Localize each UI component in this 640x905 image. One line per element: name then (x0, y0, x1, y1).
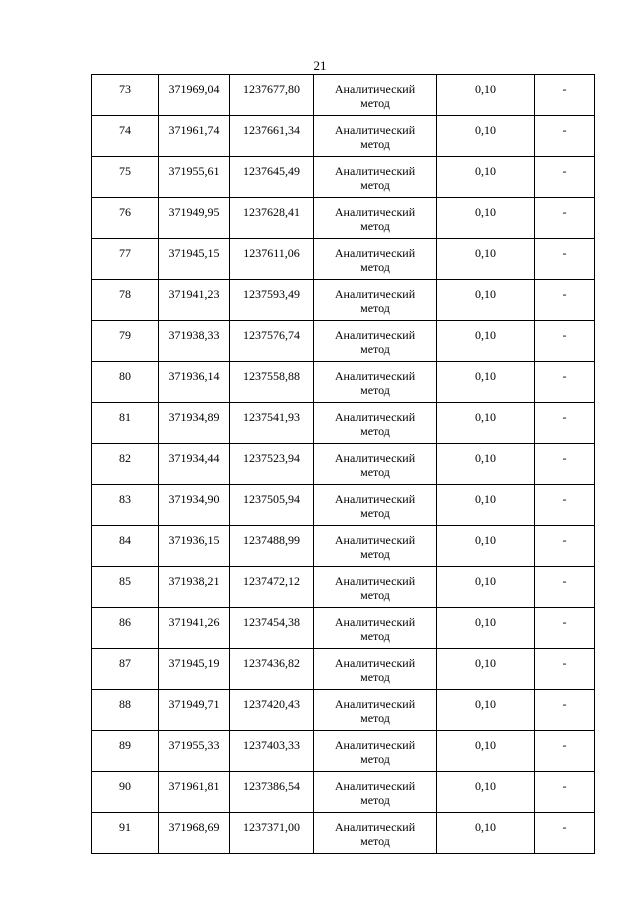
table-row (92, 198, 595, 239)
method-cell (314, 157, 437, 198)
accuracy-cell (437, 280, 535, 321)
y-coordinate-cell-text: 1237593,49 (243, 287, 300, 301)
x-coordinate-cell (159, 690, 230, 731)
point-number-cell-text: 84 (119, 533, 131, 547)
x-coordinate-cell-text: 371934,89 (168, 410, 220, 424)
x-coordinate-cell (159, 444, 230, 485)
x-coordinate-cell-text: 371941,26 (168, 615, 220, 629)
point-number-cell-text: 85 (119, 574, 131, 588)
accuracy-cell (437, 321, 535, 362)
method-cell (314, 321, 437, 362)
point-number-cell (92, 239, 159, 280)
table-row (92, 403, 595, 444)
description-cell (535, 239, 595, 280)
y-coordinate-cell-text: 1237371,00 (243, 820, 300, 834)
description-cell (535, 75, 595, 116)
y-coordinate-cell-text: 1237523,94 (243, 451, 300, 465)
description-cell (535, 198, 595, 239)
point-number-cell (92, 157, 159, 198)
point-number-cell (92, 198, 159, 239)
table-row (92, 567, 595, 608)
method-cell (314, 116, 437, 157)
x-coordinate-cell-text: 371949,71 (168, 697, 220, 711)
y-coordinate-cell-text: 1237436,82 (243, 656, 300, 670)
method-cell-text: Аналитический метод (334, 738, 416, 766)
y-coordinate-cell (230, 403, 314, 444)
description-cell (535, 362, 595, 403)
x-coordinate-cell-text: 371938,21 (168, 574, 220, 588)
point-number-cell (92, 444, 159, 485)
accuracy-cell-text: 0,10 (475, 328, 496, 342)
accuracy-cell-text: 0,10 (475, 820, 496, 834)
accuracy-cell-text: 0,10 (475, 123, 496, 137)
method-cell-text: Аналитический метод (334, 246, 416, 274)
y-coordinate-cell (230, 198, 314, 239)
description-cell-text: - (562, 574, 567, 588)
accuracy-cell-text: 0,10 (475, 82, 496, 96)
y-coordinate-cell (230, 772, 314, 813)
point-number-cell-text: 86 (119, 615, 131, 629)
point-number-cell-text: 82 (119, 451, 131, 465)
x-coordinate-cell (159, 813, 230, 854)
method-cell (314, 731, 437, 772)
accuracy-cell-text: 0,10 (475, 369, 496, 383)
y-coordinate-cell-text: 1237488,99 (243, 533, 300, 547)
x-coordinate-cell-text: 371936,14 (168, 369, 220, 383)
x-coordinate-cell-text: 371941,23 (168, 287, 220, 301)
description-cell (535, 731, 595, 772)
y-coordinate-cell (230, 239, 314, 280)
y-coordinate-cell (230, 526, 314, 567)
point-number-cell-text: 91 (119, 820, 131, 834)
accuracy-cell-text: 0,10 (475, 574, 496, 588)
x-coordinate-cell-text: 371945,19 (168, 656, 220, 670)
accuracy-cell (437, 690, 535, 731)
x-coordinate-cell (159, 526, 230, 567)
description-cell (535, 485, 595, 526)
x-coordinate-cell-text: 371945,15 (168, 246, 220, 260)
point-number-cell (92, 772, 159, 813)
y-coordinate-cell-text: 1237611,06 (243, 246, 300, 260)
method-cell (314, 280, 437, 321)
y-coordinate-cell-text: 1237558,88 (243, 369, 300, 383)
x-coordinate-cell-text: 371961,74 (168, 123, 220, 137)
point-number-cell (92, 321, 159, 362)
method-cell (314, 608, 437, 649)
point-number-cell (92, 567, 159, 608)
description-cell (535, 649, 595, 690)
accuracy-cell-text: 0,10 (475, 615, 496, 629)
description-cell (535, 403, 595, 444)
y-coordinate-cell-text: 1237645,49 (243, 164, 300, 178)
method-cell (314, 813, 437, 854)
x-coordinate-cell-text: 371938,33 (168, 328, 220, 342)
accuracy-cell (437, 157, 535, 198)
y-coordinate-cell (230, 608, 314, 649)
x-coordinate-cell-text: 371955,33 (168, 738, 220, 752)
accuracy-cell (437, 813, 535, 854)
point-number-cell-text: 75 (119, 164, 131, 178)
y-coordinate-cell (230, 75, 314, 116)
method-cell (314, 239, 437, 280)
y-coordinate-cell (230, 280, 314, 321)
description-cell (535, 813, 595, 854)
x-coordinate-cell (159, 239, 230, 280)
method-cell-text: Аналитический метод (334, 328, 416, 356)
accuracy-cell (437, 198, 535, 239)
x-coordinate-cell-text: 371936,15 (168, 533, 220, 547)
point-number-cell (92, 690, 159, 731)
point-number-cell (92, 526, 159, 567)
accuracy-cell (437, 239, 535, 280)
x-coordinate-cell (159, 772, 230, 813)
y-coordinate-cell-text: 1237472,12 (243, 574, 300, 588)
method-cell-text: Аналитический метод (334, 574, 416, 602)
x-coordinate-cell (159, 116, 230, 157)
description-cell-text: - (562, 205, 567, 219)
description-cell-text: - (562, 820, 567, 834)
x-coordinate-cell-text: 371949,95 (168, 205, 220, 219)
table-row (92, 813, 595, 854)
description-cell (535, 772, 595, 813)
point-number-cell-text: 76 (119, 205, 131, 219)
method-cell-text: Аналитический метод (334, 492, 416, 520)
y-coordinate-cell-text: 1237386,54 (243, 779, 300, 793)
point-number-cell (92, 280, 159, 321)
method-cell-text: Аналитический метод (334, 779, 416, 807)
accuracy-cell (437, 608, 535, 649)
y-coordinate-cell-text: 1237505,94 (243, 492, 300, 506)
table-row (92, 239, 595, 280)
y-coordinate-cell-text: 1237576,74 (243, 328, 300, 342)
coordinates-table (91, 74, 595, 854)
point-number-cell (92, 403, 159, 444)
method-cell (314, 772, 437, 813)
y-coordinate-cell (230, 649, 314, 690)
accuracy-cell-text: 0,10 (475, 205, 496, 219)
x-coordinate-cell-text: 371961,81 (168, 779, 220, 793)
point-number-cell-text: 78 (119, 287, 131, 301)
table-row (92, 649, 595, 690)
point-number-cell-text: 73 (119, 82, 131, 96)
description-cell (535, 116, 595, 157)
accuracy-cell-text: 0,10 (475, 410, 496, 424)
point-number-cell-text: 83 (119, 492, 131, 506)
method-cell-text: Аналитический метод (334, 451, 416, 479)
y-coordinate-cell (230, 813, 314, 854)
method-cell (314, 690, 437, 731)
accuracy-cell-text: 0,10 (475, 287, 496, 301)
point-number-cell (92, 485, 159, 526)
table-row (92, 526, 595, 567)
method-cell (314, 649, 437, 690)
method-cell (314, 362, 437, 403)
method-cell (314, 75, 437, 116)
method-cell-text: Аналитический метод (334, 82, 416, 110)
method-cell-text: Аналитический метод (334, 656, 416, 684)
description-cell (535, 280, 595, 321)
description-cell-text: - (562, 697, 567, 711)
table-row (92, 321, 595, 362)
accuracy-cell-text: 0,10 (475, 779, 496, 793)
y-coordinate-cell-text: 1237420,43 (243, 697, 300, 711)
method-cell-text: Аналитический метод (334, 410, 416, 438)
description-cell (535, 157, 595, 198)
x-coordinate-cell-text: 371955,61 (168, 164, 220, 178)
point-number-cell-text: 87 (119, 656, 131, 670)
method-cell (314, 444, 437, 485)
x-coordinate-cell (159, 198, 230, 239)
y-coordinate-cell (230, 690, 314, 731)
description-cell-text: - (562, 369, 567, 383)
accuracy-cell (437, 362, 535, 403)
description-cell (535, 321, 595, 362)
description-cell-text: - (562, 615, 567, 629)
description-cell-text: - (562, 164, 567, 178)
description-cell-text: - (562, 492, 567, 506)
description-cell-text: - (562, 328, 567, 342)
y-coordinate-cell-text: 1237677,80 (243, 82, 300, 96)
accuracy-cell-text: 0,10 (475, 533, 496, 547)
accuracy-cell-text: 0,10 (475, 246, 496, 260)
description-cell-text: - (562, 779, 567, 793)
x-coordinate-cell (159, 362, 230, 403)
accuracy-cell-text: 0,10 (475, 697, 496, 711)
x-coordinate-cell (159, 321, 230, 362)
description-cell (535, 608, 595, 649)
point-number-cell-text: 80 (119, 369, 131, 383)
accuracy-cell (437, 75, 535, 116)
description-cell (535, 526, 595, 567)
point-number-cell-text: 90 (119, 779, 131, 793)
x-coordinate-cell (159, 485, 230, 526)
accuracy-cell-text: 0,10 (475, 451, 496, 465)
accuracy-cell (437, 403, 535, 444)
point-number-cell (92, 649, 159, 690)
description-cell-text: - (562, 451, 567, 465)
method-cell-text: Аналитический метод (334, 615, 416, 643)
x-coordinate-cell (159, 403, 230, 444)
y-coordinate-cell (230, 321, 314, 362)
point-number-cell (92, 75, 159, 116)
y-coordinate-cell (230, 485, 314, 526)
y-coordinate-cell-text: 1237454,38 (243, 615, 300, 629)
method-cell-text: Аналитический метод (334, 205, 416, 233)
point-number-cell-text: 89 (119, 738, 131, 752)
table-row (92, 116, 595, 157)
description-cell (535, 444, 595, 485)
x-coordinate-cell-text: 371934,44 (168, 451, 220, 465)
y-coordinate-cell (230, 116, 314, 157)
method-cell (314, 403, 437, 444)
point-number-cell (92, 731, 159, 772)
method-cell (314, 485, 437, 526)
y-coordinate-cell (230, 157, 314, 198)
description-cell-text: - (562, 123, 567, 137)
method-cell-text: Аналитический метод (334, 820, 416, 848)
table-row (92, 731, 595, 772)
x-coordinate-cell-text: 371969,04 (168, 82, 220, 96)
y-coordinate-cell (230, 362, 314, 403)
accuracy-cell (437, 116, 535, 157)
y-coordinate-cell (230, 444, 314, 485)
method-cell (314, 567, 437, 608)
page-number: 21 (313, 58, 327, 73)
x-coordinate-cell (159, 280, 230, 321)
accuracy-cell (437, 567, 535, 608)
table-row (92, 280, 595, 321)
y-coordinate-cell (230, 567, 314, 608)
table-row (92, 75, 595, 116)
x-coordinate-cell-text: 371968,69 (168, 820, 220, 834)
table-row (92, 608, 595, 649)
table-row (92, 157, 595, 198)
accuracy-cell-text: 0,10 (475, 492, 496, 506)
y-coordinate-cell-text: 1237661,34 (243, 123, 300, 137)
point-number-cell-text: 88 (119, 697, 131, 711)
point-number-cell-text: 77 (119, 246, 131, 260)
point-number-cell (92, 608, 159, 649)
description-cell-text: - (562, 533, 567, 547)
table-row (92, 772, 595, 813)
point-number-cell (92, 362, 159, 403)
description-cell (535, 567, 595, 608)
x-coordinate-cell (159, 649, 230, 690)
coordinates-table-body (92, 75, 595, 854)
accuracy-cell-text: 0,10 (475, 164, 496, 178)
y-coordinate-cell-text: 1237541,93 (243, 410, 300, 424)
method-cell-text: Аналитический метод (334, 164, 416, 192)
table-row (92, 362, 595, 403)
accuracy-cell (437, 444, 535, 485)
accuracy-cell (437, 485, 535, 526)
method-cell-text: Аналитический метод (334, 287, 416, 315)
description-cell (535, 690, 595, 731)
x-coordinate-cell-text: 371934,90 (168, 492, 220, 506)
method-cell-text: Аналитический метод (334, 123, 416, 151)
accuracy-cell (437, 731, 535, 772)
x-coordinate-cell (159, 731, 230, 772)
method-cell-text: Аналитический метод (334, 533, 416, 561)
method-cell (314, 198, 437, 239)
y-coordinate-cell (230, 731, 314, 772)
accuracy-cell (437, 772, 535, 813)
point-number-cell (92, 813, 159, 854)
method-cell-text: Аналитический метод (334, 697, 416, 725)
x-coordinate-cell (159, 608, 230, 649)
table-row (92, 485, 595, 526)
accuracy-cell-text: 0,10 (475, 738, 496, 752)
y-coordinate-cell-text: 1237628,41 (243, 205, 300, 219)
accuracy-cell-text: 0,10 (475, 656, 496, 670)
point-number-cell-text: 79 (119, 328, 131, 342)
description-cell-text: - (562, 738, 567, 752)
description-cell-text: - (562, 410, 567, 424)
method-cell (314, 526, 437, 567)
accuracy-cell (437, 526, 535, 567)
description-cell-text: - (562, 82, 567, 96)
x-coordinate-cell (159, 567, 230, 608)
y-coordinate-cell-text: 1237403,33 (243, 738, 300, 752)
description-cell-text: - (562, 656, 567, 670)
point-number-cell (92, 116, 159, 157)
x-coordinate-cell (159, 157, 230, 198)
point-number-cell-text: 74 (119, 123, 131, 137)
method-cell-text: Аналитический метод (334, 369, 416, 397)
table-row (92, 444, 595, 485)
x-coordinate-cell (159, 75, 230, 116)
accuracy-cell (437, 649, 535, 690)
description-cell-text: - (562, 246, 567, 260)
point-number-cell-text: 81 (119, 410, 131, 424)
description-cell-text: - (562, 287, 567, 301)
table-row (92, 690, 595, 731)
